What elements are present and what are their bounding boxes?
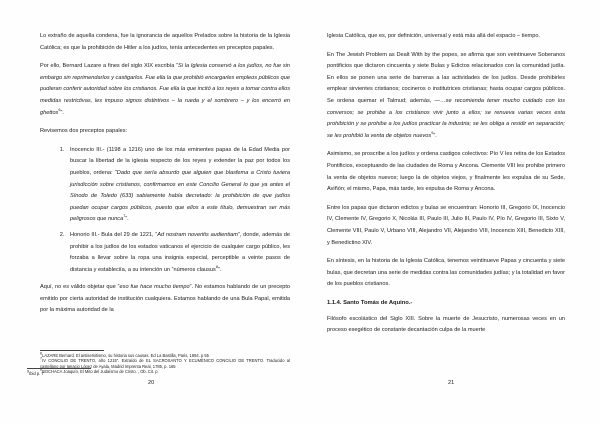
footnote-divider: [40, 350, 104, 351]
footnote-text: LAZARE Bernard. El antisemitismo, su historia sus causas. Ed La Bastilla, Paris, 1894. p 55: [42, 353, 209, 358]
section-heading: 1.1.4. Santo Tomás de Aquino.-: [327, 299, 413, 306]
footnote-ref[interactable]: 9: [431, 130, 434, 135]
paragraph-jewish-problem: [327, 50, 565, 143]
paragraph: [327, 31, 565, 43]
footnote: [27, 371, 265, 376]
paragraph-text: Iglesia Católica, que es, por definición, universal y está más allá del espacio – tiempo.: [327, 33, 540, 39]
item-text: ”.: [217, 266, 222, 273]
footnote-text: Ibid p. 7: [29, 371, 44, 376]
footnote-number: 7: [40, 357, 43, 362]
footnote-text: BOCHACA Joaquín, El Mito del Judaísmo de Cristo. , Ob. Cit. p.: [42, 369, 159, 375]
footnotes: [27, 362, 265, 376]
footnote-ref[interactable]: 7: [123, 214, 126, 219]
quote-italic: Si la Iglesia conservó a los judíos, no fue sin embargo sin reprimendarlos y castigarlos. Fue ella la que prohibió encargarles empleos públicos que pudieran conferir autoridad sobre los cristianos. Fue ella la que incitó a los reyes a tomar contra ellos medidas restrictivas, les impuso signos distintivos – la rueda y el sombrero – y los encerró en ghettos: [40, 63, 291, 116]
paragraph: [40, 282, 290, 317]
paragraph-text: En The Jewish Problem as Dealt With by the popes, se afirma que son veintinueve Soberanos pontificios que dictaron cincuenta y siete Bulas y Edictos relacionados con la comunidad judía. En ellos se ponen una serie de barreras a las actividades de los judíos. Desde prohibirles emplear sirvientes cristianos; cocineros o institutrices cristianas; hasta ocupar cargos públicos. Se ordena quemar el Talmud; además, —…: [327, 51, 565, 104]
right-page: [300, 0, 600, 424]
quote-italic: se recomienda tener mucho cuidado con los conversos; se prohibe a los cristianos vivir junto a ellos; se renueva varias veces esta prohibición y se prohibe a los judíos practicar la industria; se les obliga a residir en separación; se les prohibió la venta de objetos nuevos: [327, 97, 566, 139]
item-text: ”, donde, además de prohibir a los judíos de los estados vaticanos el ejercicio de cualquier cargo público, les forzaba a llevar sobre la ropa una insignia especial, perceptible a veinte pasos de distancia y estableciía, a su intención un “números clausus: [70, 231, 291, 273]
quote-italic: Ad nostram noveritis audientiam: [157, 231, 238, 238]
list-item: [66, 230, 290, 276]
paragraph-text: Filósofo escolástico del Siglo XIII. Sobre la muerte de Jesucristo, numerosas veces en un proceso exegético de constante decantación culpa de la muerte: [327, 315, 565, 334]
paragraph: [327, 203, 565, 249]
paragraph-text: Asimismo, se proscribe a los judíos y ordena castigos colectivos: Pío V les retira de los Estados Pontificios, exceptuando de las ciudades de Roma y Ancona. Clemente VIII les prohibe primero la venta de objetos nuevos; luego la de objetos viejos, y finalmente les expulsa de su Sede, Aviñón; el mismo, Papa, más tarde, les expulsa de Roma y Ancona.: [327, 151, 565, 193]
paragraph: [327, 256, 565, 291]
footnote-number: 6: [40, 351, 43, 356]
paragraph: [327, 149, 565, 195]
paragraph-text: ”.: [433, 132, 437, 139]
paragraph-text: Aquí, no es válido objetar que “: [40, 284, 120, 291]
footnote-text: IV CONCILIO DE TRENTO, año 1215”. Extraído de EL SACROSANTO Y ECUMÉNICO CONCILIO DE TRENTO. Traducido al castellano por Ignacio López de Ayala, Madrid Imprenta Real, 1785, p. 165: [40, 358, 290, 369]
paragraph-text: ”. No estamos hablando de un precepto emitido por cierta autoridad de institución cualquiera. Estamos hablando de una Bula Papal, emitida por la máxima autoridad de la: [40, 284, 291, 314]
page-number: 21: [448, 380, 455, 386]
footnote-number: 8: [40, 367, 43, 372]
item-text: ”.: [125, 216, 129, 223]
quote-italic: Dado que sería absurdo que alguien que blasfema a Cristo tuviera jurisdicción sobre cristianos, confirmamos en este Concilio General lo que ya antes el Sínodo de Toledo (633) sabiamente había decretado: la prohibición de que judíos puedan ocupar cargos públicos, puesto que ellos a este título, demuestran ser más peligrosos que nunca: [70, 169, 291, 223]
paragraph-text: Entre los papas que dictaron edictos y bulas se encuentran: Honorio III, Gregorio IX, Inocencio IV, Clemente IV, Gregorio X, Nicolás III, Paulo III, Julio III, Paulo IV, Pío IV, Gregorio III, Sixto V, Clemente VIII, Paulo V, Urbano VIII, Alejandro VII, Alejandro VIII, Inocencio XIII, Benedicto XIII, y Benedictino XIV.: [327, 204, 565, 246]
list-item: [66, 145, 290, 226]
paragraph-text: Revisemos dos preceptos papales:: [40, 128, 128, 135]
precepts-list: [40, 145, 290, 277]
quote-italic: eso fue hace mucho tiempo: [119, 284, 190, 291]
paragraph-text: ”.: [60, 109, 64, 116]
paragraph: [327, 314, 565, 337]
paragraph-text: Por ello, Bernard Lazare a fines del siglo XIX escribía “: [40, 63, 179, 70]
paragraph: [40, 31, 290, 54]
footnote-ref[interactable]: 8: [215, 264, 218, 269]
page-number: 20: [148, 380, 155, 386]
paragraph-lazare-quote: [40, 61, 290, 119]
footnote-divider: [27, 368, 91, 369]
paragraph-text: Lo extraño de aquella condena, fue la ignorancia de aquellos Prelados sobre la historia de la Iglesia Católica; es que la prohibición de Hitler a los judíos, tenía antecedentes en preceptos papales.: [40, 33, 290, 51]
paragraph-text: En síntesis, en la historia de la Iglesia Católica, tenemos veintinueve Papas y cincuenta y siete bulas, que decretan una serie de medidas contra las comunidades judías; y la totalidad en favor de los pueblos cristianos.: [327, 258, 565, 288]
item-text: Inocencio III.- (1198 a 1216) uno de los más eminentes papas de la Edad Media por buscar la libertad de la iglesia respecto de los reyes y extender la paz por todos los pueblos, ordena: “: [70, 146, 290, 176]
footnote-number: 9: [27, 369, 30, 374]
footnote-ref[interactable]: 6: [58, 107, 61, 112]
item-text: Honorio III.- Bula del 29 de 1221, “: [70, 231, 158, 238]
paragraph: [40, 126, 290, 138]
